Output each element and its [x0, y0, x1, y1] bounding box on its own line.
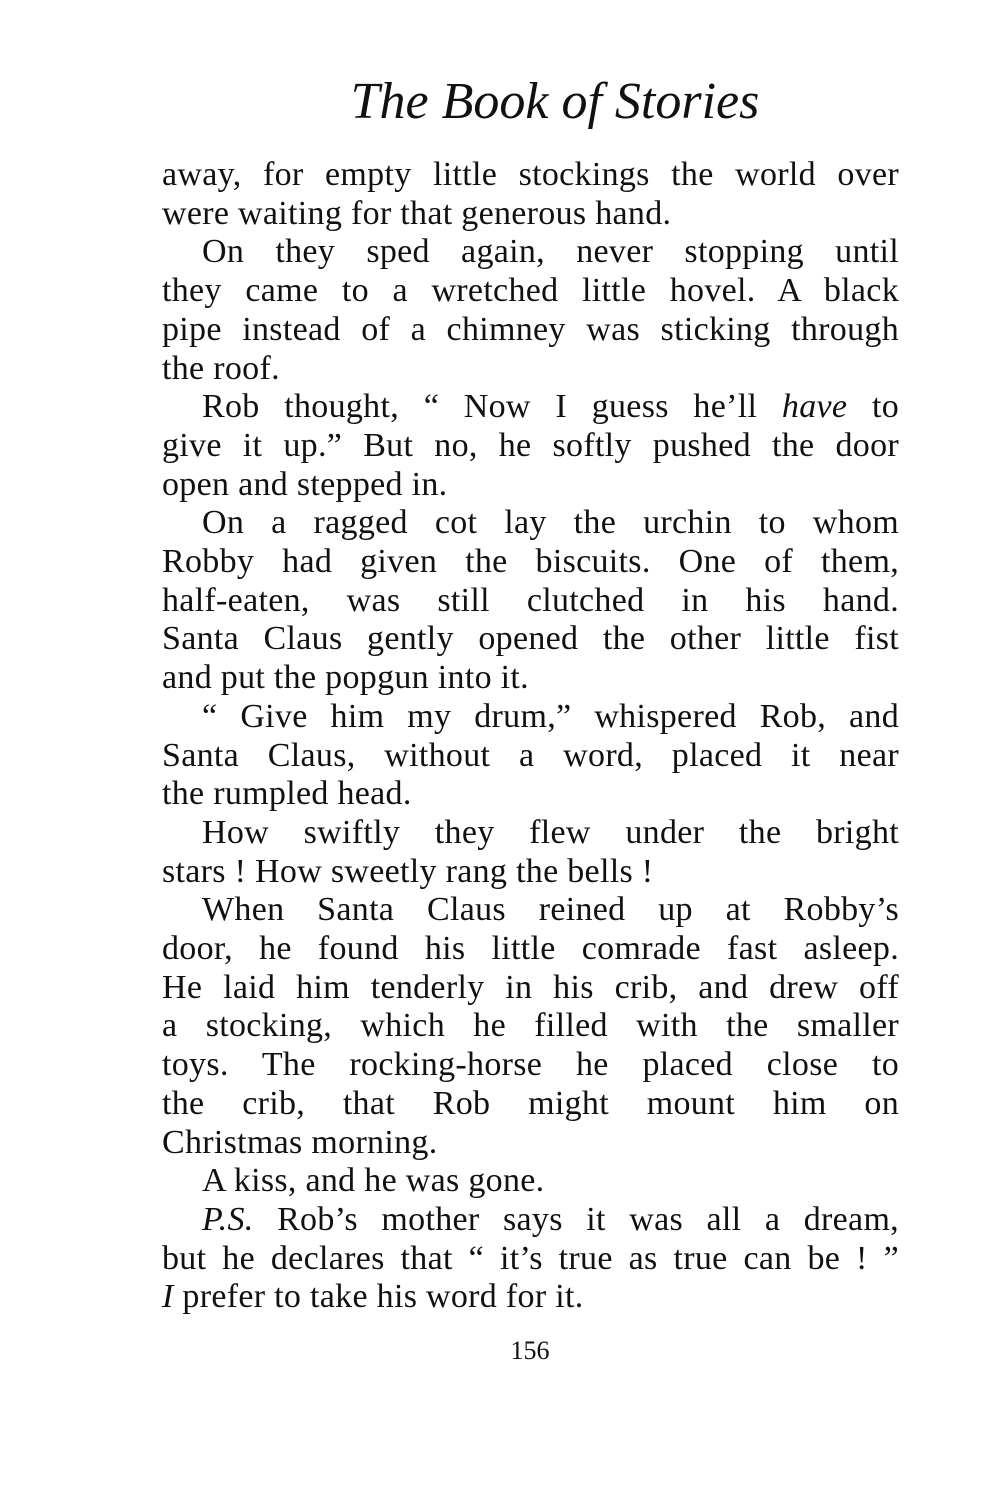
paragraph: [162, 388, 899, 427]
text-line: a stocking, which he filled with the smaller: [162, 1007, 899, 1045]
page-number: 156: [510, 1336, 550, 1365]
paragraph-line: [162, 620, 899, 659]
text-line: Robby had given the biscuits. One of them,: [162, 543, 899, 581]
paragraph-line: [162, 1278, 899, 1317]
text-line: pipe instead of a chimney was sticking through: [162, 310, 899, 348]
text-line: to: [847, 388, 899, 426]
paragraph-line: [162, 737, 899, 776]
text-line: On they sped again, never stopping until: [202, 233, 899, 271]
text-line: toys. The rocking-horse he placed close to: [162, 1046, 899, 1084]
text-line: Rob thought, “ Now I guess he’ll: [202, 388, 782, 426]
text-line: Santa Claus, without a word, placed it near: [162, 736, 899, 774]
paragraph-line: [162, 350, 899, 389]
paragraph: [162, 195, 899, 234]
text-line: stars ! How sweetly rang the bells !: [162, 852, 654, 890]
text-line: the rumpled head.: [162, 775, 412, 813]
text-line: Rob’s mother says it was all a dream,: [253, 1200, 899, 1238]
paragraph: [162, 504, 899, 543]
text-line: Christmas morning.: [162, 1123, 438, 1161]
paragraph: [162, 891, 899, 930]
emphasis-text: have: [781, 388, 848, 426]
text-line: When Santa Claus reined up at Robby’s: [202, 891, 899, 929]
paragraph: [162, 698, 899, 737]
paragraph: [162, 1201, 899, 1240]
paragraph-line: [162, 969, 899, 1008]
paragraph-line: [162, 659, 899, 698]
paragraph-line: [162, 466, 899, 505]
paragraph-line: [162, 1240, 899, 1279]
text-line: A kiss, and he was gone.: [202, 1162, 545, 1200]
running-title: The Book of Stories: [350, 73, 760, 130]
text-line: prefer to take his word for it.: [173, 1278, 584, 1316]
text-line: “ Give him my drum,” whispered Rob, and: [202, 697, 899, 735]
paragraph-line: [162, 582, 899, 621]
text-line: give it up.” But no, he softly pushed the door: [162, 426, 899, 464]
text-line: and put the popgun into it.: [162, 659, 529, 697]
paragraph-line: [162, 1007, 899, 1046]
paragraph-line: [162, 1085, 899, 1124]
paragraph: [162, 156, 899, 195]
text-line: were waiting for that generous hand.: [162, 194, 672, 232]
paragraph-line: [162, 775, 899, 814]
body-text: [162, 156, 899, 1317]
text-line: Santa Claus gently opened the other little fist: [162, 620, 899, 658]
text-line: On a ragged cot lay the urchin to whom: [202, 504, 899, 542]
text-line: half-eaten, was still clutched in his hand.: [162, 581, 899, 619]
paragraph: [162, 233, 899, 272]
text-line: the roof.: [162, 349, 280, 387]
paragraph-line: [162, 1124, 899, 1163]
text-line: door, he found his little comrade fast asleep.: [162, 930, 899, 968]
text-line: but he declares that “ it’s true as true can be ! ”: [162, 1239, 899, 1277]
paragraph-line: [162, 930, 899, 969]
paragraph-line: [162, 427, 899, 466]
text-line: the crib, that Rob might mount him on: [162, 1084, 899, 1122]
paragraph: [162, 1162, 899, 1201]
text-line: How swiftly they flew under the bright: [202, 813, 899, 851]
text-line: He laid him tenderly in his crib, and drew off: [162, 968, 899, 1006]
text-line: away, for empty little stockings the world over: [162, 156, 899, 193]
paragraph: [162, 814, 899, 853]
paragraph-line: [162, 311, 899, 350]
text-line: they came to a wretched little hovel. A black: [162, 272, 899, 310]
paragraph-line: [162, 543, 899, 582]
text-line: open and stepped in.: [162, 465, 448, 503]
ps-label: P.S.: [202, 1200, 254, 1238]
paragraph-line: [162, 1046, 899, 1085]
paragraph-line: [162, 853, 899, 892]
emphasis-text: I: [162, 1278, 174, 1316]
paragraph-line: [162, 272, 899, 311]
